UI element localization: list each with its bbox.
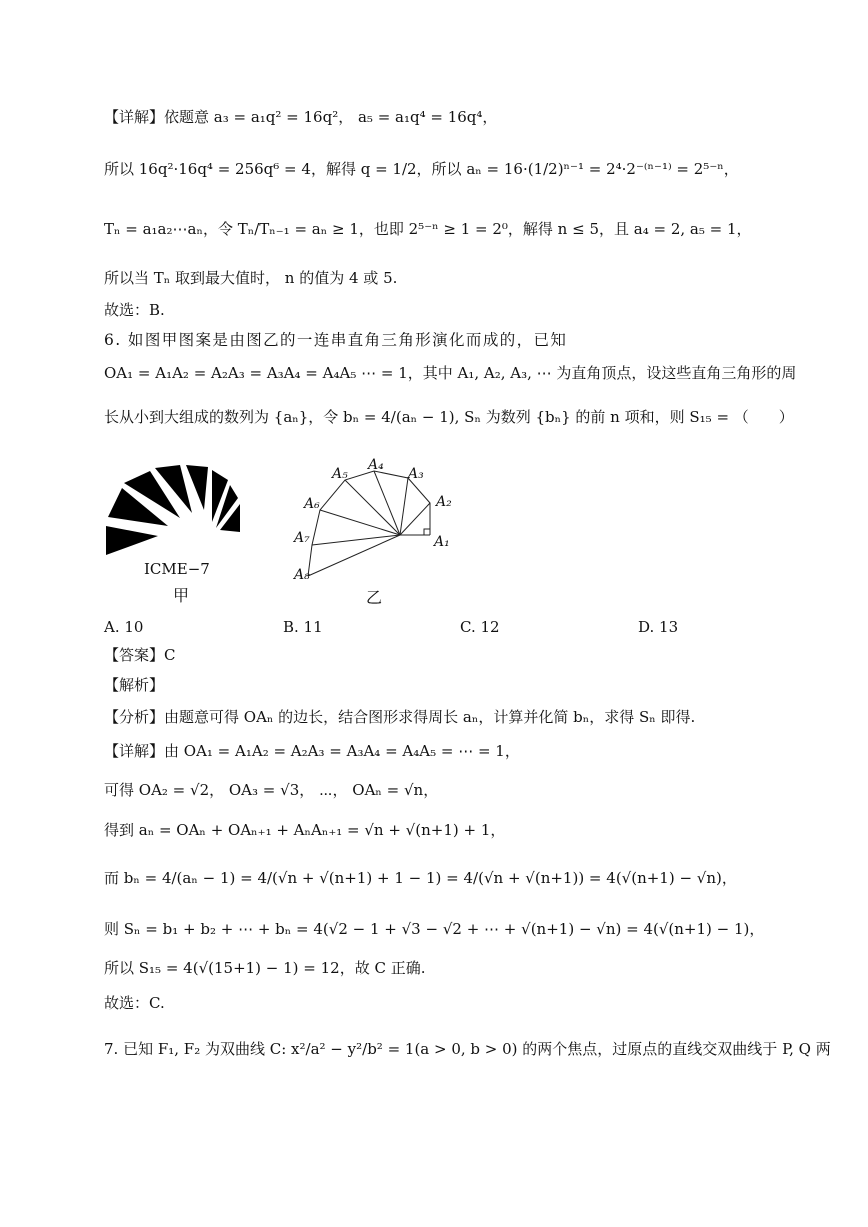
label-a2: A₂ [436, 494, 452, 510]
line-5: 故选：B. [104, 301, 165, 319]
solution-line-6: 所以 S₁₅ = 4(√(15+1) − 1) = 12，故 C 正确. [104, 959, 426, 977]
label-a6: A₆ [304, 496, 320, 512]
line-1: 【详解】依题意 a₃ = a₁q² = 16q²， a₅ = a₁q⁴ = 16q⁴， [104, 108, 498, 126]
right-triangle-spiral-diagram [288, 455, 458, 585]
line-2: 所以 16q²·16q⁴ = 256q⁶ = 4，解得 q = 1/2，所以 aₙ = 16·(1/2)ⁿ⁻¹ = 2⁴·2⁻⁽ⁿ⁻¹⁾ = 2⁵⁻ⁿ， [104, 160, 739, 178]
answer: 【答案】C [104, 646, 176, 664]
label-a1: A₁ [434, 534, 450, 550]
question-6-line-1: 6. 如图甲图案是由图乙的一连串直角三角形演化而成的，已知 [104, 331, 568, 349]
solution-line-5: 则 Sₙ = b₁ + b₂ + ⋯ + bₙ = 4(√2 − 1 + √3 − √2 + ⋯ + √(n+1) − √n) = 4(√(n+1) − 1)， [104, 920, 765, 938]
figure-yi-caption: 乙 [366, 588, 383, 607]
solution-line-2: 可得 OA₂ = √2， OA₃ = √3， ⋯， OAₙ = √n， [104, 781, 439, 799]
option-a: A. 10 [104, 618, 144, 636]
solution-line-3: 得到 aₙ = OAₙ + OAₙ₊₁ + AₙAₙ₊₁ = √n + √(n+1) + 1， [104, 821, 506, 839]
icme7-logo [100, 458, 250, 568]
label-a5: A₅ [332, 466, 348, 482]
solution-conclusion: 故选：C. [104, 994, 165, 1012]
label-a7: A₇ [294, 530, 310, 546]
label-a4: A₄ [368, 457, 384, 473]
option-b: B. 11 [283, 618, 323, 636]
question-7-line-1: 7. 已知 F₁, F₂ 为双曲线 C: x²/a² − y²/b² = 1(a > 0, b > 0) 的两个焦点，过原点的直线交双曲线于 P, Q 两 [104, 1040, 831, 1058]
solution-line-4: 而 bₙ = 4/(aₙ − 1) = 4/(√n + √(n+1) + 1 − 1) = 4/(√n + √(n+1)) = 4(√(n+1) − √n)， [104, 869, 737, 887]
label-a8: A₈ [294, 567, 310, 583]
figure-jia [100, 458, 250, 605]
analysis-line-1: 【分析】由题意可得 OAₙ 的边长，结合图形求得周长 aₙ，计算并化简 bₙ，求得 Sₙ 即得. [104, 708, 696, 726]
option-c: C. 12 [460, 618, 500, 636]
analysis-heading: 【解析】 [104, 676, 165, 694]
figure-jia-caption: 甲 [173, 586, 190, 605]
question-6-line-2: OA₁ = A₁A₂ = A₂A₃ = A₃A₄ = A₄A₅ ⋯ = 1，其中 A₁, A₂, A₃, ⋯ 为直角顶点，设这些直角三角形的周 [104, 364, 797, 382]
icme7-logo-text: ICME−7 [144, 560, 210, 578]
label-a3: A₃ [408, 466, 424, 482]
question-6-line-3: 长从小到大组成的数列为 {aₙ}，令 bₙ = 4/(aₙ − 1), Sₙ 为数列 {bₙ} 的前 n 项和，则 S₁₅ = （ ） [104, 408, 794, 426]
figure-yi [288, 455, 458, 607]
line-4: 所以当 Tₙ 取到最大值时， n 的值为 4 或 5. [104, 269, 398, 287]
line-3: Tₙ = a₁a₂⋯aₙ，令 Tₙ/Tₙ₋₁ = aₙ ≥ 1，也即 2⁵⁻ⁿ ≥ 1 = 2⁰，解得 n ≤ 5，且 a₄ = 2, a₅ = 1， [104, 220, 752, 238]
solution-line-1: 【详解】由 OA₁ = A₁A₂ = A₂A₃ = A₃A₄ = A₄A₅ = ⋯ = 1， [104, 742, 520, 760]
option-d: D. 13 [638, 618, 679, 636]
